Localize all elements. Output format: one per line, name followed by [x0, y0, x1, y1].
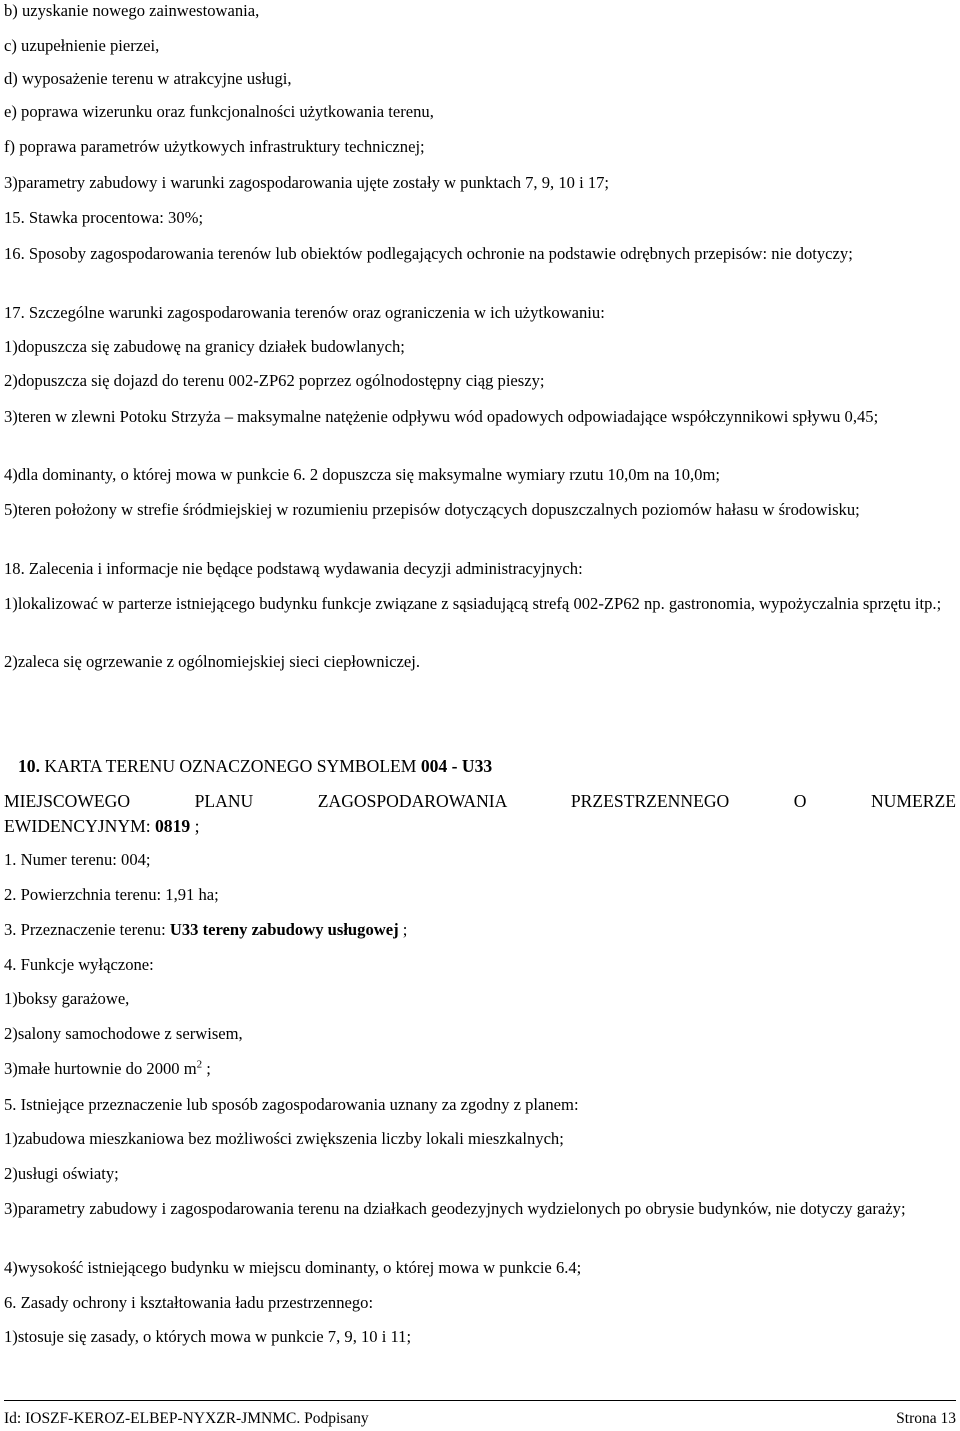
- card-subitem: 1)stosuje się zasady, o których mowa w punkcie 7, 9, 10 i 11;: [4, 1327, 412, 1346]
- paragraph: 3)teren w zlewni Potoku Strzyża – maksymalne natężenie odpływu wód opadowych odpowiadające współczynnikowi spływu 0,45;: [4, 407, 879, 426]
- card-item: 1. Numer terenu: 004;: [4, 850, 151, 869]
- plan-label: EWIDENCYJNYM:: [4, 816, 155, 836]
- card-item: 6. Zasady ochrony i kształtowania ładu przestrzennego:: [4, 1293, 374, 1312]
- item-end: ;: [398, 920, 408, 939]
- text-line: 17. Szczególne warunki zagospodarowania terenów oraz ograniczenia w ich użytkowaniu:: [4, 303, 605, 322]
- card-subitem: 1)zabudowa mieszkaniowa bez możliwości zwiększenia liczby lokali mieszkalnych;: [4, 1129, 564, 1148]
- section-heading: [18, 755, 956, 777]
- text-line: c) uzupełnienie pierzei,: [4, 36, 160, 55]
- card-subitem: 2)usługi oświaty;: [4, 1164, 119, 1183]
- heading-number: 10.: [18, 756, 40, 776]
- card-subitem: 4)wysokość istniejącego budynku w miejscu dominanty, o której mowa w punkcie 6.4;: [4, 1258, 582, 1277]
- card-subitem: 3)parametry zabudowy i zagospodarowania terenu na działkach geodezyjnych wydzielonych po obrysie budynków, nie dotyczy garaży;: [4, 1199, 906, 1218]
- footer-divider: [4, 1400, 956, 1401]
- subitem-end: ;: [202, 1059, 211, 1078]
- footer-page-number: Strona 13: [896, 1410, 956, 1427]
- heading-text: KARTA TERENU OZNACZONEGO SYMBOLEM: [40, 756, 421, 776]
- paragraph: 16. Sposoby zagospodarowania terenów lub obiektów podlegających ochronie na podstawie odrębnych przepisów: nie dotyczy;: [4, 244, 853, 263]
- text-line: 2)zaleca się ogrzewanie z ogólnomiejskiej sieci ciepłowniczej.: [4, 652, 421, 671]
- text-line: 4)dla dominanty, o której mowa w punkcie 6. 2 dopuszcza się maksymalne wymiary rzutu 10,0m na 10,0m;: [4, 465, 720, 484]
- heading-symbol: 004 - U33: [420, 756, 493, 776]
- paragraph: 5)teren położony w strefie śródmiejskiej w rozumieniu przepisów dotyczących dopuszczalnych poziomów hałasu w środowisku;: [4, 500, 860, 519]
- text-line: 1)dopuszcza się zabudowę na granicy działek budowlanych;: [4, 337, 405, 356]
- footer-id: Id: IOSZF-KEROZ-ELBEP-NYXZR-JMNMC. Podpisany: [4, 1410, 369, 1427]
- card-subitem: [4, 1058, 956, 1080]
- plan-title-line2: [4, 815, 956, 837]
- plan-end: ;: [190, 816, 200, 836]
- card-item: [4, 919, 956, 941]
- item-label: 3. Przeznaczenie terenu:: [4, 920, 170, 939]
- text-line: b) uzyskanie nowego zainwestowania,: [4, 1, 260, 20]
- plan-title-line1: MIEJSCOWEGO PLANU ZAGOSPODAROWANIA PRZESTRZENNEGO O NUMERZE: [4, 791, 956, 811]
- card-item: 4. Funkcje wyłączone:: [4, 955, 154, 974]
- text-line: f) poprawa parametrów użytkowych infrastruktury technicznej;: [4, 137, 425, 156]
- superscript: 2: [196, 1058, 203, 1071]
- subitem-text: 3)małe hurtownie do 2000 m: [4, 1059, 197, 1078]
- text-line: 15. Stawka procentowa: 30%;: [4, 208, 204, 227]
- card-subitem: 1)boksy garażowe,: [4, 989, 130, 1008]
- paragraph: 1)lokalizować w parterze istniejącego budynku funkcje związane z sąsiadującą strefą 002-ZP62 np. gastronomia, wypożyczalnia sprzętu itp.;: [4, 594, 942, 613]
- card-item: 2. Powierzchnia terenu: 1,91 ha;: [4, 885, 219, 904]
- plan-number: 0819: [155, 816, 191, 836]
- item-value: U33 tereny zabudowy usługowej: [169, 920, 399, 939]
- text-line: e) poprawa wizerunku oraz funkcjonalności użytkowania terenu,: [4, 102, 434, 121]
- text-line: 3)parametry zabudowy i warunki zagospodarowania ujęte zostały w punktach 7, 9, 10 i 17;: [4, 173, 610, 192]
- card-subitem: 2)salony samochodowe z serwisem,: [4, 1024, 243, 1043]
- text-line: 2)dopuszcza się dojazd do terenu 002-ZP62 poprzez ogólnodostępny ciąg pieszy;: [4, 371, 545, 390]
- card-item: 5. Istniejące przeznaczenie lub sposób zagospodarowania uznany za zgodny z planem:: [4, 1095, 579, 1114]
- document-page: [4, 0, 956, 1431]
- text-line: 18. Zalecenia i informacje nie będące podstawą wydawania decyzji administracyjnych:: [4, 559, 583, 578]
- text-line: d) wyposażenie terenu w atrakcyjne usługi,: [4, 69, 292, 88]
